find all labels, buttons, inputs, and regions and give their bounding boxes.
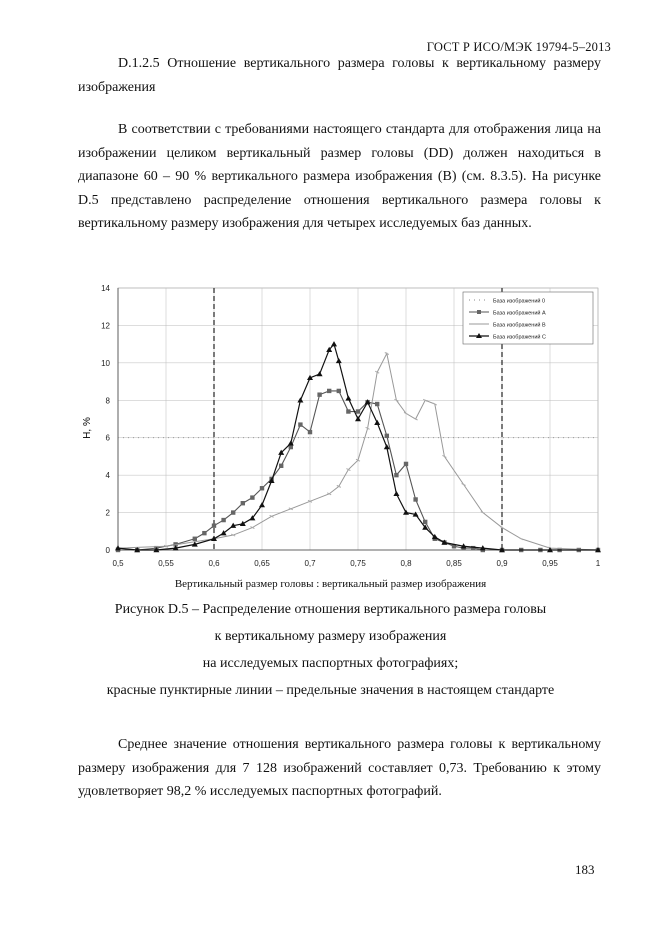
x-tick-label: 0,8 [400,559,412,568]
data-point [240,521,246,526]
data-point [336,358,342,363]
data-point [345,395,351,400]
figure-caption-line-3: на исследуемых паспортных фотографиях; [202,656,459,671]
y-tick-label: 10 [101,358,110,368]
legend-marker [477,310,481,314]
x-tick-label: 0,7 [304,559,316,568]
data-point [331,341,337,346]
data-point [356,409,360,413]
y-axis-label: Н, % [82,417,93,439]
figure-caption-line-1: Рисунок D.5 – Распределение отношения вертикального размера головы [114,602,547,617]
chart [78,278,618,578]
data-point [327,389,331,393]
data-point [385,434,389,438]
data-point [221,518,225,522]
data-point [404,462,408,466]
data-point [317,371,323,376]
x-axis-label: Вертикальный размер головы : вертикальный размер изображения [174,578,487,590]
data-point [355,416,361,421]
page-number: 183 [575,862,595,877]
x-tick-label: 0,5 [112,559,124,568]
chart-legend [463,292,593,344]
y-tick-label: 14 [101,284,110,293]
figure-caption-line-4: красные пунктирные линии – предельные значения в настоящем стандарте [106,683,555,698]
figure-caption-line-2: к вертикальному размеру изображения [214,629,447,644]
data-point [250,495,254,499]
data-point [413,497,417,501]
data-point [317,392,321,396]
data-point [260,486,264,490]
data-point [298,422,302,426]
data-point [346,409,350,413]
data-point [241,501,245,505]
legend-label: База изображений В [493,322,546,329]
data-point [297,397,303,402]
data-point [393,491,399,496]
data-point [202,531,206,535]
x-tick-label: 0,9 [496,559,508,568]
x-tick-label: 0,75 [350,559,366,568]
data-point [212,523,216,527]
legend-label: База изображений С [493,334,546,341]
data-point [423,520,427,524]
data-point [374,420,380,425]
y-tick-label: 12 [101,321,110,331]
data-point [375,402,379,406]
data-point [308,430,312,434]
x-tick-label: 0,65 [254,559,270,568]
x-tick-label: 0,85 [446,559,462,568]
y-tick-label: 4 [105,471,110,481]
y-tick-label: 2 [105,508,110,518]
data-point [403,510,409,515]
running-header: ГОСТ Р ИСО/МЭК 19794-5–2013 [426,40,611,54]
data-point [259,502,265,507]
x-tick-label: 0,55 [158,559,174,568]
paragraph-1: В соответствии с требованиями настоящего стандарта для отображения лица на изображении целиком вертикальный размер головы (DD) должен находиться в диапазоне 60 – 90 % вертикального размера изображения (B) (см. 8.3.5). На рисунке D.5 представлено распределение отношения вертикального размера головы к вертикальному размеру изображения для четырех исследуемых баз данных. [78,122,601,231]
data-point [193,537,197,541]
y-tick-label: 8 [105,396,110,406]
data-point [279,464,283,468]
data-point [231,510,235,514]
section-title: D.1.2.5 Отношение вертикального размера головы к вертикальному размеру изображения [78,56,601,95]
legend-label: База изображений А [493,310,546,317]
x-tick-label: 0,95 [542,559,558,568]
x-tick-label: 0,6 [208,559,220,568]
legend-label: База изображений 0 [493,298,546,305]
y-tick-label: 0 [105,546,110,555]
data-point [394,473,398,477]
y-tick-label: 6 [105,433,110,443]
data-point [337,389,341,393]
paragraph-2: Среднее значение отношения вертикального размера головы к вертикальному размеру изображения для 7 128 изображений составляет 0,73. Требованию к этому удовлетворяет 98,2 % исследуемых паспортных фотографий. [78,737,601,799]
x-tick-label: 1 [595,559,601,568]
